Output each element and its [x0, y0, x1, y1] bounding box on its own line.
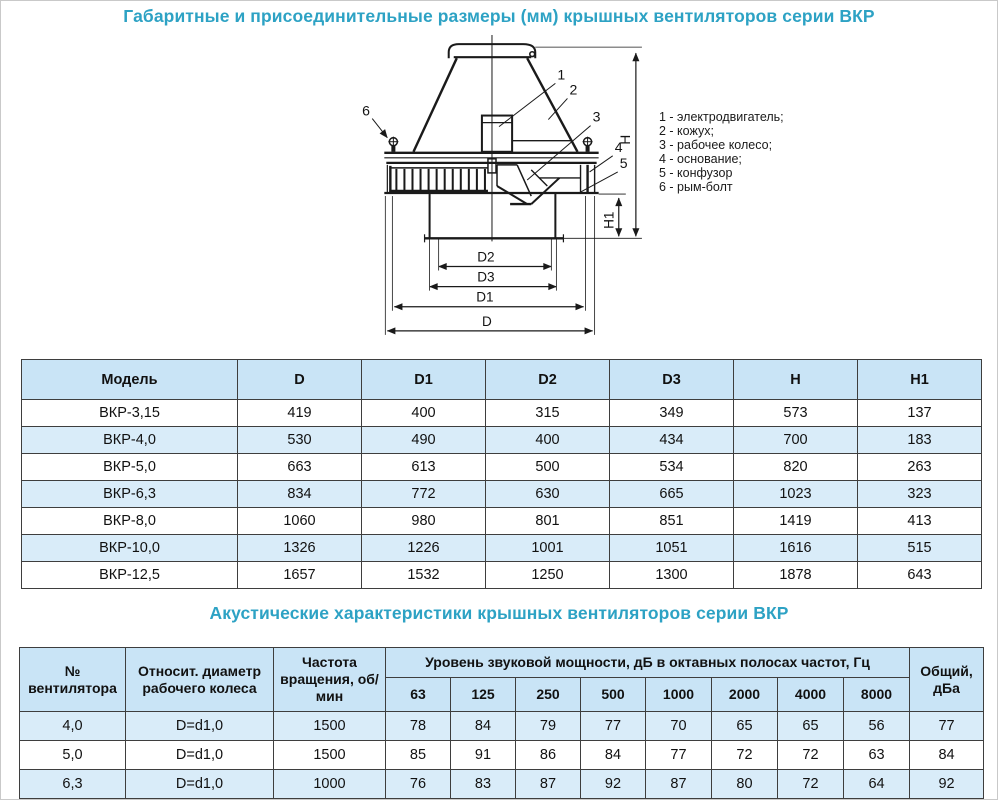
- cell: 80: [712, 770, 778, 799]
- cell: 137: [858, 400, 982, 427]
- cell: 613: [362, 454, 486, 481]
- dim-label-h1: H1: [601, 211, 617, 229]
- cell: 92: [910, 770, 984, 799]
- cell: 434: [610, 427, 734, 454]
- cell: 665: [610, 481, 734, 508]
- cell: 92: [581, 770, 646, 799]
- cell: 1051: [610, 535, 734, 562]
- page-title-acoustics: Акустические характеристики крышных вентиляторов серии ВКР: [209, 603, 789, 623]
- column-header-fan-number: № вентилятора: [20, 648, 126, 712]
- table-row: [20, 712, 984, 741]
- cell: 573: [734, 400, 858, 427]
- cell: 1500: [274, 712, 386, 741]
- frequency-header: 500: [581, 678, 646, 712]
- cell: 349: [610, 400, 734, 427]
- cell: 84: [581, 741, 646, 770]
- cell: 1419: [734, 508, 858, 535]
- legend-item: 6 - рым-болт: [659, 179, 733, 194]
- part-number-4: 4: [614, 138, 623, 155]
- cell: 77: [581, 712, 646, 741]
- cell: 530: [238, 427, 362, 454]
- part-number-6: 6: [362, 102, 371, 119]
- column-header-sound-power: Уровень звуковой мощности, дБ в октавных полосах частот, Гц: [386, 648, 910, 678]
- cell: 1657: [238, 562, 362, 589]
- frequency-header: 8000: [844, 678, 910, 712]
- cell: 1616: [734, 535, 858, 562]
- frequency-header: 125: [451, 678, 516, 712]
- cell: 84: [910, 741, 984, 770]
- dimensions-table: [21, 359, 982, 589]
- frequency-header: 250: [516, 678, 581, 712]
- cell: 85: [386, 741, 451, 770]
- cell: 72: [778, 770, 844, 799]
- cell: 1001: [486, 535, 610, 562]
- impeller-section: [488, 159, 581, 204]
- cell: 801: [486, 508, 610, 535]
- cell: 643: [858, 562, 982, 589]
- table-row: [20, 770, 984, 799]
- cell: D=d1,0: [126, 770, 274, 799]
- cell: 820: [734, 454, 858, 481]
- cell: 515: [858, 535, 982, 562]
- table-row: [22, 481, 982, 508]
- cell: 70: [646, 712, 712, 741]
- cell: 534: [610, 454, 734, 481]
- column-header: D2: [486, 360, 610, 400]
- cell: 72: [778, 741, 844, 770]
- cell: 1532: [362, 562, 486, 589]
- acoustics-table: [19, 647, 984, 799]
- cell: 1878: [734, 562, 858, 589]
- cell: D=d1,0: [126, 712, 274, 741]
- cell: 419: [238, 400, 362, 427]
- motor-box: [482, 116, 573, 152]
- column-header: D: [238, 360, 362, 400]
- cell: 1326: [238, 535, 362, 562]
- cell: 5,0: [20, 741, 126, 770]
- cell: 65: [778, 712, 844, 741]
- cell: 72: [712, 741, 778, 770]
- cell: ВКР-12,5: [22, 562, 238, 589]
- cell: ВКР-10,0: [22, 535, 238, 562]
- table-row: [22, 427, 982, 454]
- cell: 183: [858, 427, 982, 454]
- table-row: [22, 562, 982, 589]
- cell: 65: [712, 712, 778, 741]
- cell: 1300: [610, 562, 734, 589]
- fan-technical-drawing: [334, 27, 656, 349]
- parts-legend: [659, 111, 784, 194]
- table-row: [22, 400, 982, 427]
- page-title-dimensions: Габаритные и присоединительные размеры (мм) крышных вентиляторов серии ВКР: [123, 6, 875, 26]
- dim-label-d2: D2: [477, 249, 495, 265]
- cell: 1226: [362, 535, 486, 562]
- cell: 663: [238, 454, 362, 481]
- part-number-1: 1: [557, 66, 566, 83]
- cowl-cone: [413, 58, 577, 152]
- cell: 630: [486, 481, 610, 508]
- cell: 1060: [238, 508, 362, 535]
- cell: 772: [362, 481, 486, 508]
- cell: 323: [858, 481, 982, 508]
- cell: 86: [516, 741, 581, 770]
- legend-item: 4 - основание;: [659, 151, 742, 166]
- cell: 490: [362, 427, 486, 454]
- cell: 91: [451, 741, 516, 770]
- table-header-row: [20, 648, 984, 678]
- cell: 263: [858, 454, 982, 481]
- part-number-3: 3: [592, 108, 601, 125]
- cell: 78: [386, 712, 451, 741]
- louver-grille: [387, 165, 488, 193]
- cell: 413: [858, 508, 982, 535]
- legend-item: 5 - конфузор: [659, 165, 733, 180]
- cell: 63: [844, 741, 910, 770]
- cell: ВКР-8,0: [22, 508, 238, 535]
- eye-bolt-right: [583, 137, 593, 152]
- cell: 64: [844, 770, 910, 799]
- part-number-5: 5: [619, 154, 628, 171]
- cell: 851: [610, 508, 734, 535]
- cell: 83: [451, 770, 516, 799]
- column-header: H1: [858, 360, 982, 400]
- cell: 84: [451, 712, 516, 741]
- cell: 87: [516, 770, 581, 799]
- cell: 56: [844, 712, 910, 741]
- table-row: [20, 741, 984, 770]
- cell: ВКР-5,0: [22, 454, 238, 481]
- table-header-row: [22, 360, 982, 400]
- cell: 315: [486, 400, 610, 427]
- cell: 6,3: [20, 770, 126, 799]
- fan-drawing-svg: [334, 27, 656, 349]
- frequency-header: 63: [386, 678, 451, 712]
- dim-label-h: H: [617, 134, 633, 145]
- table-row: [22, 535, 982, 562]
- cell: 1023: [734, 481, 858, 508]
- frequency-header: 4000: [778, 678, 844, 712]
- cell: 77: [646, 741, 712, 770]
- column-header-rpm: Частота вращения, об/мин: [274, 648, 386, 712]
- cell: 77: [910, 712, 984, 741]
- legend-item: 2 - кожух;: [659, 123, 714, 138]
- column-header: Модель: [22, 360, 238, 400]
- part-number-2: 2: [569, 81, 578, 98]
- cell: 500: [486, 454, 610, 481]
- cell: 834: [238, 481, 362, 508]
- dim-label-d3: D3: [477, 269, 495, 285]
- cell: 4,0: [20, 712, 126, 741]
- cell: 87: [646, 770, 712, 799]
- cell: 980: [362, 508, 486, 535]
- cell: D=d1,0: [126, 741, 274, 770]
- eye-bolt-left: [388, 137, 398, 152]
- frequency-header: 2000: [712, 678, 778, 712]
- legend-item: 3 - рабочее колесо;: [659, 137, 773, 152]
- cell: 400: [486, 427, 610, 454]
- cell: ВКР-4,0: [22, 427, 238, 454]
- legend-item: 1 - электродвигатель;: [659, 110, 784, 124]
- dim-label-d1: D1: [476, 289, 494, 305]
- column-header: D3: [610, 360, 734, 400]
- table-row: [22, 454, 982, 481]
- cell: 1500: [274, 741, 386, 770]
- frequency-header: 1000: [646, 678, 712, 712]
- cell: 700: [734, 427, 858, 454]
- cell: 79: [516, 712, 581, 741]
- cell: 1000: [274, 770, 386, 799]
- column-header: D1: [362, 360, 486, 400]
- cell: ВКР-6,3: [22, 481, 238, 508]
- cell: 400: [362, 400, 486, 427]
- column-header-total: Общий, дБа: [910, 648, 984, 712]
- cell: 1250: [486, 562, 610, 589]
- dim-label-d: D: [482, 313, 492, 329]
- column-header-rel-diameter: Относит. диаметр рабочего колеса: [126, 648, 274, 712]
- column-header: H: [734, 360, 858, 400]
- table-row: [22, 508, 982, 535]
- cell: ВКР-3,15: [22, 400, 238, 427]
- cell: 76: [386, 770, 451, 799]
